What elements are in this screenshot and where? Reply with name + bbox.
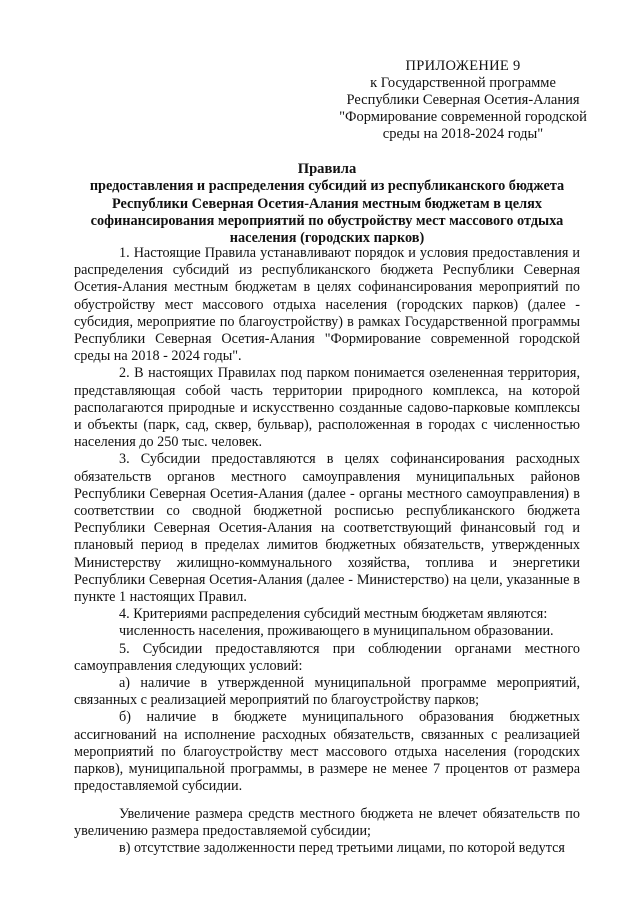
document-body bbox=[74, 245, 580, 857]
paragraph-5: 5. Субсидии предоставляются при соблюдении органами местного самоуправления следующих условий: bbox=[74, 640, 580, 674]
title-line: Республики Северная Осетия-Алания местным бюджетам в целях bbox=[111, 195, 543, 212]
condition-a: а) наличие в утвержденной муниципальной программе мероприятий, связанных с реализацией мероприятий по благоустройству парков; bbox=[74, 675, 580, 709]
paragraph-increase-note: Увеличение размера средств местного бюджета не влечет обязательств по увеличению размера предоставляемой субсидии; bbox=[74, 805, 580, 839]
document-title bbox=[74, 161, 580, 247]
condition-c: в) отсутствие задолженности перед третьими лицами, по которой ведутся bbox=[119, 839, 565, 856]
appendix-header bbox=[338, 58, 588, 143]
appendix-number: ПРИЛОЖЕНИЕ 9 bbox=[405, 58, 521, 74]
paragraph-4: 4. Критериями распределения субсидий местным бюджетам являются: bbox=[119, 606, 548, 623]
paragraph-1: 1. Настоящие Правила устанавливают порядок и условия предоставления и распределения субсидий из республиканского бюджета Республики Северная Осетия-Алания местным бюджетам в целях софинансирования мероприятий по обустройству мест массового отдыха населения (городских парков) (далее - субсидия, мероприятие по благоустройству) в рамках Государственной программы Республики Северная Осетия-Алания "Формирование современной городской среды на 2018 - 2024 годы". bbox=[74, 245, 580, 365]
paragraph-3: 3. Субсидии предоставляются в целях софинансирования расходных обязательств органов местного самоуправления муниципальных районов Республики Северная Осетия-Алания (далее - органы местного самоуправления) в соответствии со сводной бюджетной росписью республиканского бюджета Республики Северная Осетия-Алания на соответствующий финансовый год и плановый период в пределах лимитов бюджетных обязательств, утвержденных Министерству жилищно-коммунального хозяйства, топлива и энергетики Республики Северная Осетия-Алания (далее - Министерство) на цели, указанные в пункте 1 настоящих Правил. bbox=[74, 451, 580, 606]
appendix-line: "Формирование современной городской bbox=[339, 109, 587, 125]
title-line: софинансирования мероприятий по обустройству мест массового отдыха bbox=[90, 212, 564, 229]
title-line: населения (городских парков) bbox=[229, 230, 425, 247]
title-main: Правила bbox=[297, 161, 357, 177]
title-line: предоставления и распределения субсидий из республиканского бюджета bbox=[89, 178, 565, 195]
appendix-line: к Государственной программе bbox=[370, 75, 556, 91]
appendix-line: Республики Северная Осетия-Алания bbox=[346, 92, 580, 108]
appendix-line: среды на 2018-2024 годы" bbox=[382, 126, 544, 142]
paragraph-2: 2. В настоящих Правилах под парком понимается озелененная территория, представляющая собой часть территории природного комплекса, на которой располагаются природные и искусственно созданные садово-парковые комплексы и объекты (парк, сад, сквер, бульвар), расположенная в городах с численностью населения до 250 тыс. человек. bbox=[74, 365, 580, 451]
condition-b: б) наличие в бюджете муниципального образования бюджетных ассигнований на исполнение расходных обязательств, связанных с реализацией мероприятий по благоустройству мест массового отдыха населения (городских парков), муниципальной программы, в размере не менее 7 процентов от размера предоставляемой субсидии. bbox=[74, 709, 580, 795]
paragraph-4-criterion: численность населения, проживающего в муниципальном образовании. bbox=[119, 623, 554, 640]
